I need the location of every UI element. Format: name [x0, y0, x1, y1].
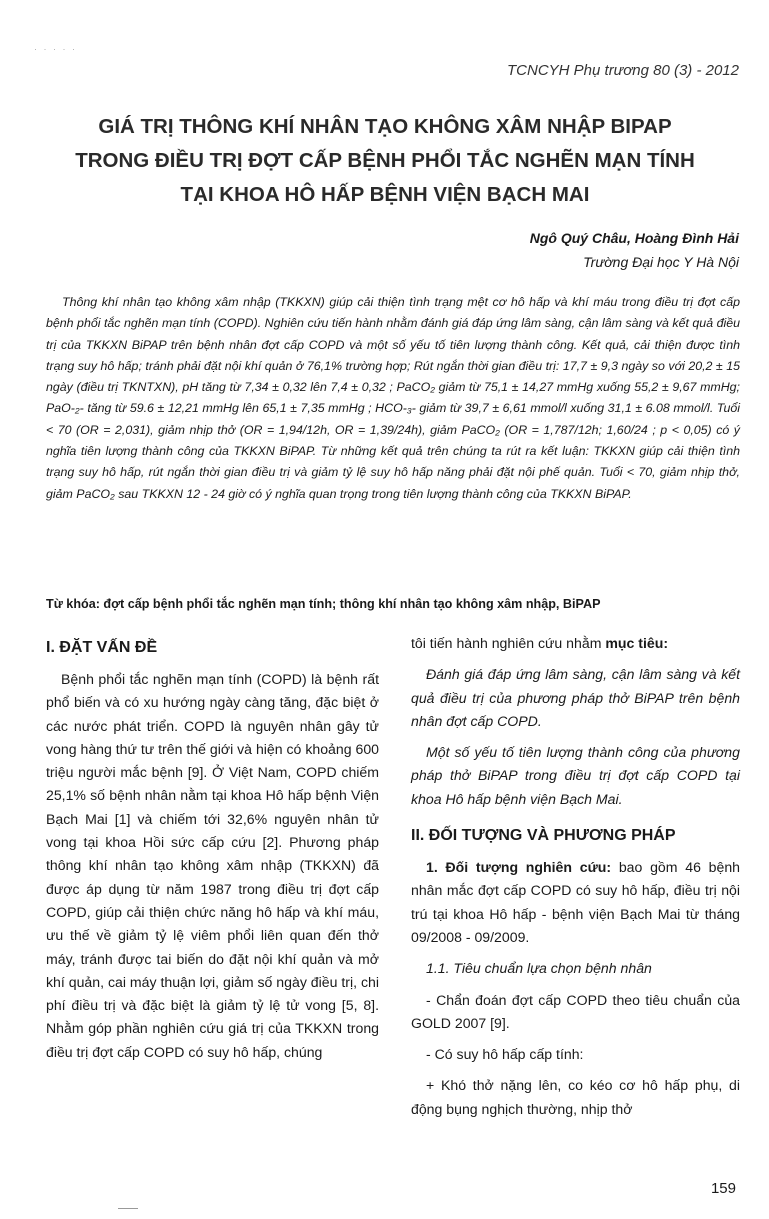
paper-title	[40, 110, 730, 212]
section-heading-introduction: I. ĐẶT VẤN ĐỀ	[46, 639, 158, 656]
introduction-paragraph: Bệnh phổi tắc nghẽn mạn tính (COPD) là bệnh rất phổ biến và có xu hướng ngày càng tăng, đặc biệt ở các nước phát triển. COPD là nguyên nhân gây tử vong hàng thứ tư trên thế giới và hiện có khoảng 600 triệu người mắc bệnh [9]. Ở Việt Nam, COPD chiếm 25,1% số bệnh nhân nằm tại khoa Hô hấp bệnh Viện Bạch Mai [1] và chiếm tới 32,6% nguyên nhân tử vong tại khoa Hồi sức cấp cứu [2]. Phương pháp thông khí nhân tạo không xâm nhập (TKKXN) đã được áp dụng từ năm 1987 trong điều trị đợt cấp COPD, giúp cải thiện chức năng hô hấp và khí máu, ưu thế về giảm tỷ lệ viêm phổi liên quan đến thở máy, tránh được tai biến do đặt nội khí quản và mở khí quản, cai máy thuận lợi, giảm số ngày điều trị, chi phí điều trị và đặc biệt là giảm tỷ lệ tử vong [5, 8]. Nhằm góp phần nghiên cứu giá trị của TKKXN trong điều trị đợt cấp COPD có suy hô hấp, chúng	[46, 671, 379, 1060]
affiliation: Trường Đại học Y Hà Nội	[583, 254, 739, 270]
title-line: TRONG ĐIỀU TRỊ ĐỢT CẤP BỆNH PHỔI TẮC NGHẼN MẠN TÍNH	[75, 149, 695, 172]
subjects-text: bao gồm 46 bệnh nhân mắc đợt cấp COPD có suy hô hấp, điều trị nội trú tại khoa Hô hấp - bệnh viện Bạch Mai từ tháng 09/2008 - 09/2009.	[411, 859, 740, 945]
criteria-item: - Có suy hô hấp cấp tính:	[426, 1046, 584, 1063]
objective-2: Một số yếu tố tiên lượng thành công của phương pháp thở BiPAP trong điều trị đợt cấp COPD tại khoa Hô hấp bệnh viện Bạch Mai.	[411, 744, 740, 807]
scan-mark	[118, 1208, 138, 1209]
subjects-label: 1. Đối tượng nghiên cứu:	[426, 859, 612, 876]
page-number: 159	[710, 1180, 736, 1197]
criteria-item: + Khó thở nặng lên, co kéo cơ hô hấp phụ, di động bụng nghịch thường, nhịp thở	[411, 1077, 740, 1117]
subjects-paragraph	[411, 856, 740, 949]
keywords: Từ khóa: đợt cấp bệnh phổi tắc nghẽn mạn tính; thông khí nhân tạo không xâm nhập, BiPAP	[46, 597, 601, 611]
title-line: GIÁ TRỊ THÔNG KHÍ NHÂN TẠO KHÔNG XÂM NHẬP BIPAP	[98, 115, 672, 138]
criteria-heading: 1.1. Tiêu chuẩn lựa chọn bệnh nhân	[426, 960, 652, 977]
left-column	[46, 636, 379, 1064]
objective-intro-text: tôi tiến hành nghiên cứu nhằm	[411, 635, 602, 651]
objective-1: Đánh giá đáp ứng lâm sàng, cận lâm sàng và kết quả điều trị của phương pháp thở BiPAP trên bệnh nhân đợt cấp COPD.	[411, 666, 740, 729]
right-column	[411, 632, 740, 1121]
journal-header: TCNCYH Phụ trương 80 (3) - 2012	[507, 62, 739, 79]
criteria-item: - Chẩn đoán đợt cấp COPD theo tiêu chuẩn của GOLD 2007 [9].	[411, 991, 740, 1031]
objective-intro-bold: mục tiêu:	[605, 635, 669, 651]
abstract: Thông khí nhân tạo không xâm nhập (TKKXN) giúp cải thiện tình trạng mệt cơ hô hấp và khí máu trong điều trị đợt cấp bệnh phổi tắc nghẽn mạn tính (COPD). Nghiên cứu tiến hành nhằm đánh giá đáp ứng lâm sàng, cận lâm sàng và kết quả điều trị của TKKXN BiPAP trên bệnh nhân đợt cấp COPD và một số yếu tố tiên lượng thành công. Kết quả, cải thiện được tình trạng suy hô hấp; tránh phải đặt nội khí quản ở 76,1% trường hợp; Rút ngắn thời gian điều trị: 17,7 ± 9,3 ngày so với 20,2 ± 15 ngày (điều trị TKNTXN), pH tăng từ 7,34 ± 0,32 lên 7,4 ± 0,32 ; PaCO₂ giảm từ 75,1 ± 14,27 mmHg xuống 55,2 ± 9,67 mmHg; PaO-₂- tăng từ 59.6 ± 12,21 mmHg lên 65,1 ± 7,35 mmHg ; HCO-₃- giảm từ 39,7 ± 6,61 mmol/l xuống 31,1 ± 6.08 mmol/l. Tuổi < 70 (OR = 2,031), giảm nhịp thở (OR = 1,94/12h, OR = 1,39/24h), giảm PaCO₂ (OR = 1,787/12h; 1,60/24 ; p < 0,05) có ý nghĩa tiên lượng thành công của TKKXN BiPAP. Từ những kết quả trên chúng ta rút ra kết luận: TKKXN giúp cải thiện tình trạng suy hô hấp, rút ngắn thời gian điều trị và giảm tỷ lệ suy hô hấp năng phải đặt nội phế quản. Tuổi < 70, giảm nhịp thở, giảm PaCO₂ sau TKKXN 12 - 24 giờ có ý nghĩa quan trọng trong tiên lượng thành công của TKKXN BiPAP.	[46, 295, 740, 501]
authors: Ngô Quý Châu, Hoàng Đình Hải	[529, 230, 739, 246]
section-heading-methods: II. ĐỐI TƯỢNG VÀ PHƯƠNG PHÁP	[411, 827, 676, 845]
title-line: TẠI KHOA HÔ HẤP BỆNH VIỆN BẠCH MAI	[180, 183, 590, 206]
objective-intro	[411, 632, 740, 655]
scan-mark: · · · · ·	[34, 44, 77, 54]
